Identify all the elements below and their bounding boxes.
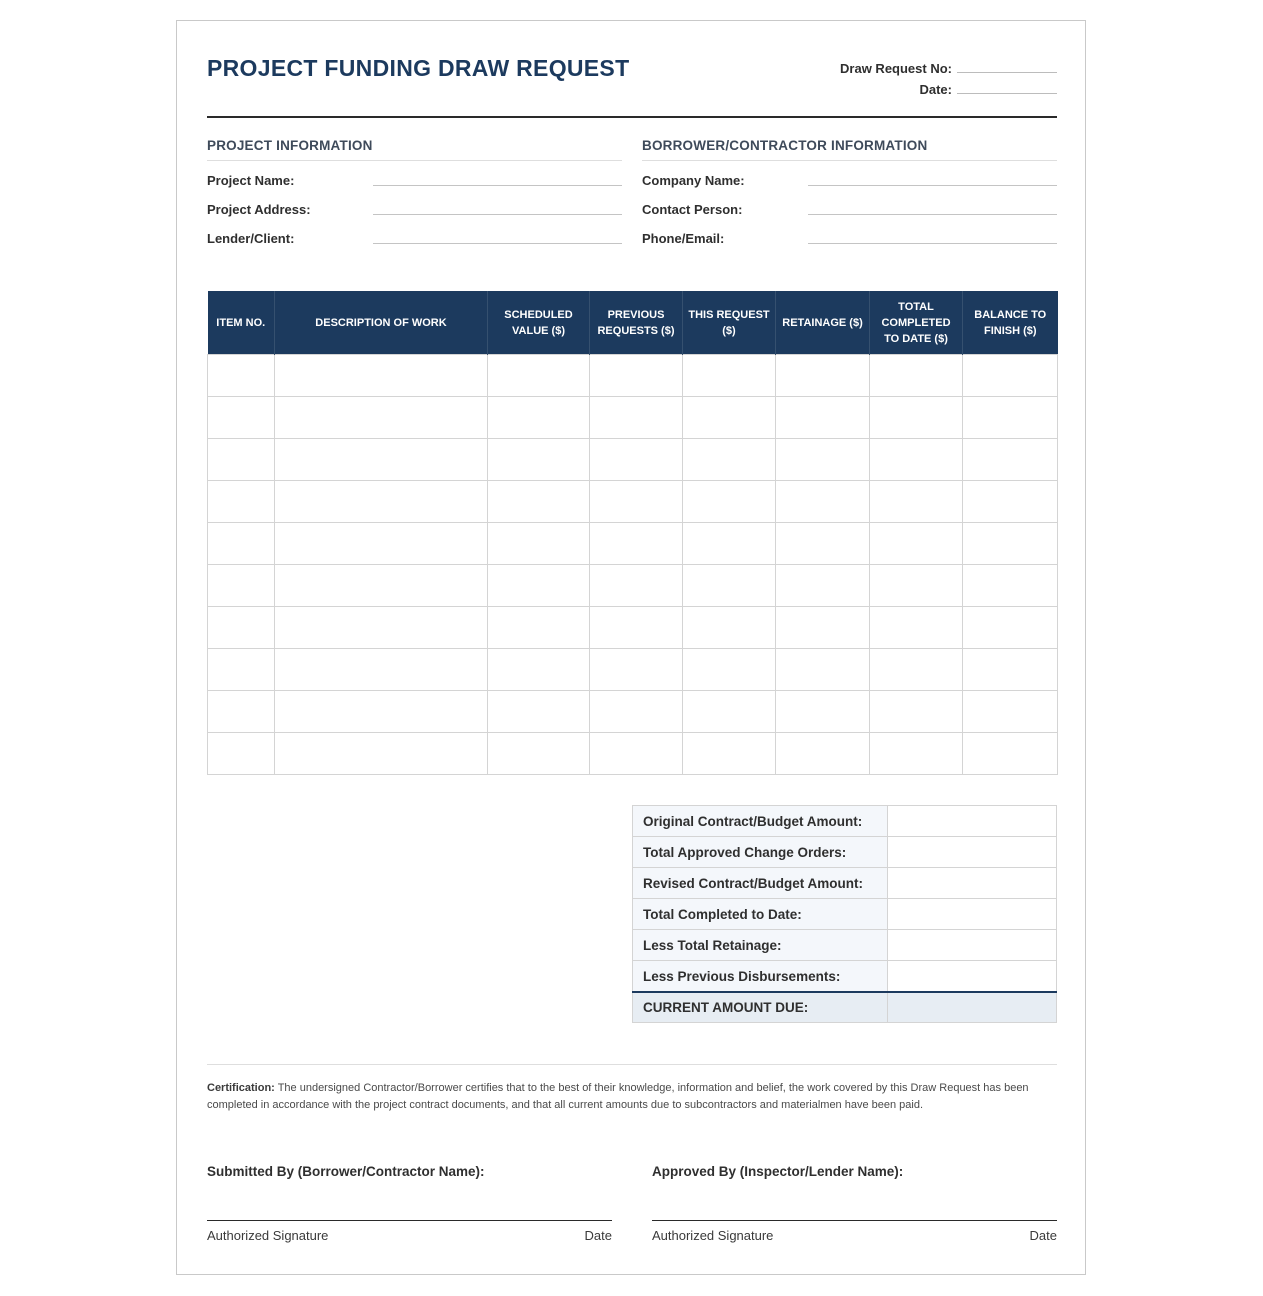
summary-row [633, 899, 1057, 930]
table-cell[interactable] [870, 733, 963, 775]
table-cell[interactable] [870, 439, 963, 481]
table-cell[interactable] [590, 691, 683, 733]
lender-client-row [207, 219, 622, 248]
table-cell[interactable] [488, 523, 590, 565]
submitted-signature-caption [207, 1228, 612, 1243]
table-cell[interactable] [488, 733, 590, 775]
table-cell[interactable] [275, 523, 488, 565]
phone-email-field[interactable] [808, 243, 1057, 244]
table-row [208, 397, 1058, 439]
document-page [176, 20, 1086, 1275]
certification-divider [207, 1064, 1057, 1065]
table-cell[interactable] [776, 565, 870, 607]
table-cell[interactable] [776, 397, 870, 439]
table-cell[interactable] [275, 397, 488, 439]
total-retainage-value[interactable] [888, 930, 1057, 961]
table-cell[interactable] [963, 607, 1058, 649]
table-cell[interactable] [870, 397, 963, 439]
summary-row [633, 837, 1057, 868]
table-cell[interactable] [208, 565, 275, 607]
current-amount-due-label: CURRENT AMOUNT DUE: [633, 992, 888, 1023]
contact-person-field[interactable] [808, 214, 1057, 215]
submitted-by-block [207, 1164, 612, 1243]
table-row [208, 439, 1058, 481]
table-cell[interactable] [590, 565, 683, 607]
project-name-label: Project Name: [207, 173, 295, 188]
project-address-label: Project Address: [207, 202, 311, 217]
table-cell[interactable] [683, 397, 776, 439]
approved-by-block [652, 1164, 1057, 1243]
table-cell[interactable] [776, 355, 870, 397]
table-cell[interactable] [208, 691, 275, 733]
company-name-row [642, 161, 1057, 190]
project-address-row [207, 190, 622, 219]
work-items-table [207, 291, 1058, 775]
table-cell[interactable] [683, 439, 776, 481]
submitted-date-label: Date [584, 1228, 612, 1243]
table-cell[interactable] [963, 481, 1058, 523]
table-cell[interactable] [488, 607, 590, 649]
table-cell[interactable] [870, 691, 963, 733]
table-cell[interactable] [590, 607, 683, 649]
table-cell[interactable] [683, 691, 776, 733]
table-cell[interactable] [208, 397, 275, 439]
column-header-scheduled-value: SCHEDULED VALUE ($) [488, 291, 590, 355]
table-cell[interactable] [488, 691, 590, 733]
table-cell[interactable] [275, 439, 488, 481]
borrower-information-title: BORROWER/CONTRACTOR INFORMATION [642, 138, 1057, 161]
table-cell[interactable] [870, 607, 963, 649]
table-cell[interactable] [208, 649, 275, 691]
certification-text: The undersigned Contractor/Borrower certifies that to the best of their knowledge, information and belief, the work covered by this Draw Request has been completed in accordance with the project contract documents, and that all current amounts due to subcontractors and materialmen have been paid. [207, 1082, 1029, 1111]
total-completed-label: Total Completed to Date: [633, 899, 888, 930]
table-cell[interactable] [208, 355, 275, 397]
table-cell[interactable] [870, 649, 963, 691]
revised-contract-value[interactable] [888, 868, 1057, 899]
approved-by-title: Approved By (Inspector/Lender Name): [652, 1164, 904, 1179]
table-row [208, 565, 1058, 607]
column-header-this-request: THIS REQUEST ($) [683, 291, 776, 355]
summary-row [633, 806, 1057, 837]
table-cell[interactable] [590, 649, 683, 691]
company-name-label: Company Name: [642, 173, 745, 188]
table-cell[interactable] [208, 733, 275, 775]
page-title: PROJECT FUNDING DRAW REQUEST [207, 55, 630, 81]
table-cell[interactable] [963, 355, 1058, 397]
table-cell[interactable] [963, 439, 1058, 481]
table-row [208, 607, 1058, 649]
table-cell[interactable] [590, 397, 683, 439]
column-header-previous-requests: PREVIOUS REQUESTS ($) [590, 291, 683, 355]
approved-date-label: Date [1029, 1228, 1057, 1243]
certification-statement [207, 1080, 1057, 1114]
table-cell[interactable] [488, 439, 590, 481]
company-name-field[interactable] [808, 185, 1057, 186]
table-cell[interactable] [776, 649, 870, 691]
project-name-row [207, 161, 622, 190]
contact-person-label: Contact Person: [642, 202, 743, 217]
summary-row [633, 868, 1057, 899]
table-cell[interactable] [275, 691, 488, 733]
table-cell[interactable] [683, 481, 776, 523]
table-cell[interactable] [275, 733, 488, 775]
borrower-information-section [642, 138, 1057, 248]
current-amount-due-value[interactable] [888, 992, 1057, 1023]
project-information-section [207, 138, 622, 248]
table-cell[interactable] [776, 481, 870, 523]
table-cell[interactable] [275, 565, 488, 607]
submitted-signature-line[interactable] [207, 1220, 612, 1221]
table-cell[interactable] [488, 481, 590, 523]
date-label: Date: [919, 82, 952, 97]
table-cell[interactable] [590, 523, 683, 565]
table-cell[interactable] [963, 397, 1058, 439]
table-cell[interactable] [590, 481, 683, 523]
table-cell[interactable] [776, 691, 870, 733]
table-cell[interactable] [683, 649, 776, 691]
change-orders-label: Total Approved Change Orders: [633, 837, 888, 868]
work-items-body [208, 355, 1058, 775]
summary-table [632, 805, 1057, 1023]
table-cell[interactable] [776, 607, 870, 649]
draw-request-no-label: Draw Request No: [840, 61, 952, 76]
table-cell[interactable] [275, 355, 488, 397]
table-cell[interactable] [963, 523, 1058, 565]
table-cell[interactable] [963, 649, 1058, 691]
table-cell[interactable] [870, 481, 963, 523]
phone-email-row [642, 219, 1057, 248]
table-cell[interactable] [963, 691, 1058, 733]
draw-request-no-field[interactable] [957, 71, 1057, 73]
project-information-title: PROJECT INFORMATION [207, 138, 622, 161]
total-completed-value[interactable] [888, 899, 1057, 930]
column-header-total-completed: TOTAL COMPLETED TO DATE ($) [870, 291, 963, 355]
table-cell[interactable] [683, 355, 776, 397]
request-meta [797, 55, 1057, 97]
submitted-by-title: Submitted By (Borrower/Contractor Name): [207, 1164, 485, 1179]
table-row [208, 691, 1058, 733]
lender-client-field[interactable] [373, 243, 622, 244]
revised-contract-label: Revised Contract/Budget Amount: [633, 868, 888, 899]
table-cell[interactable] [208, 523, 275, 565]
table-cell[interactable] [590, 733, 683, 775]
table-cell[interactable] [208, 439, 275, 481]
table-cell[interactable] [208, 481, 275, 523]
project-address-field[interactable] [373, 214, 622, 215]
approved-signature-label: Authorized Signature [652, 1228, 774, 1243]
table-row [208, 523, 1058, 565]
table-cell[interactable] [776, 439, 870, 481]
table-row [208, 649, 1058, 691]
column-header-retainage: RETAINAGE ($) [776, 291, 870, 355]
table-cell[interactable] [488, 649, 590, 691]
column-header-balance-to-finish: BALANCE TO FINISH ($) [963, 291, 1058, 355]
summary-row [633, 961, 1057, 993]
total-retainage-label: Less Total Retainage: [633, 930, 888, 961]
date-field[interactable] [957, 92, 1057, 94]
table-header-row [208, 291, 1058, 355]
table-cell[interactable] [488, 355, 590, 397]
current-amount-due-row [633, 992, 1057, 1023]
change-orders-value[interactable] [888, 837, 1057, 868]
certification-label: Certification: [207, 1082, 275, 1094]
table-cell[interactable] [870, 355, 963, 397]
table-cell[interactable] [776, 733, 870, 775]
table-cell[interactable] [870, 523, 963, 565]
column-header-description: DESCRIPTION OF WORK [275, 291, 488, 355]
contact-person-row [642, 190, 1057, 219]
table-cell[interactable] [590, 355, 683, 397]
summary-row [633, 930, 1057, 961]
submitted-signature-label: Authorized Signature [207, 1228, 329, 1243]
approved-signature-line[interactable] [652, 1220, 1057, 1221]
table-cell[interactable] [683, 523, 776, 565]
project-name-field[interactable] [373, 185, 622, 186]
phone-email-label: Phone/Email: [642, 231, 725, 246]
approved-signature-caption [652, 1228, 1057, 1243]
table-cell[interactable] [963, 733, 1058, 775]
table-cell[interactable] [208, 607, 275, 649]
table-cell[interactable] [275, 607, 488, 649]
column-header-item-no: ITEM NO. [208, 291, 275, 355]
table-cell[interactable] [683, 607, 776, 649]
original-contract-label: Original Contract/Budget Amount: [633, 806, 888, 837]
table-cell[interactable] [275, 481, 488, 523]
table-cell[interactable] [275, 649, 488, 691]
header-divider [207, 116, 1057, 118]
lender-client-label: Lender/Client: [207, 231, 295, 246]
table-cell[interactable] [683, 565, 776, 607]
table-row [208, 481, 1058, 523]
table-cell[interactable] [870, 565, 963, 607]
table-row [208, 733, 1058, 775]
original-contract-value[interactable] [888, 806, 1057, 837]
table-row [208, 355, 1058, 397]
draw-request-no-row [797, 55, 1057, 76]
table-cell[interactable] [776, 523, 870, 565]
table-cell[interactable] [683, 733, 776, 775]
table-cell[interactable] [488, 565, 590, 607]
date-row [797, 76, 1057, 97]
table-cell[interactable] [963, 565, 1058, 607]
previous-disbursements-label: Less Previous Disbursements: [633, 961, 888, 993]
previous-disbursements-value[interactable] [888, 961, 1057, 993]
table-cell[interactable] [488, 397, 590, 439]
table-cell[interactable] [590, 439, 683, 481]
